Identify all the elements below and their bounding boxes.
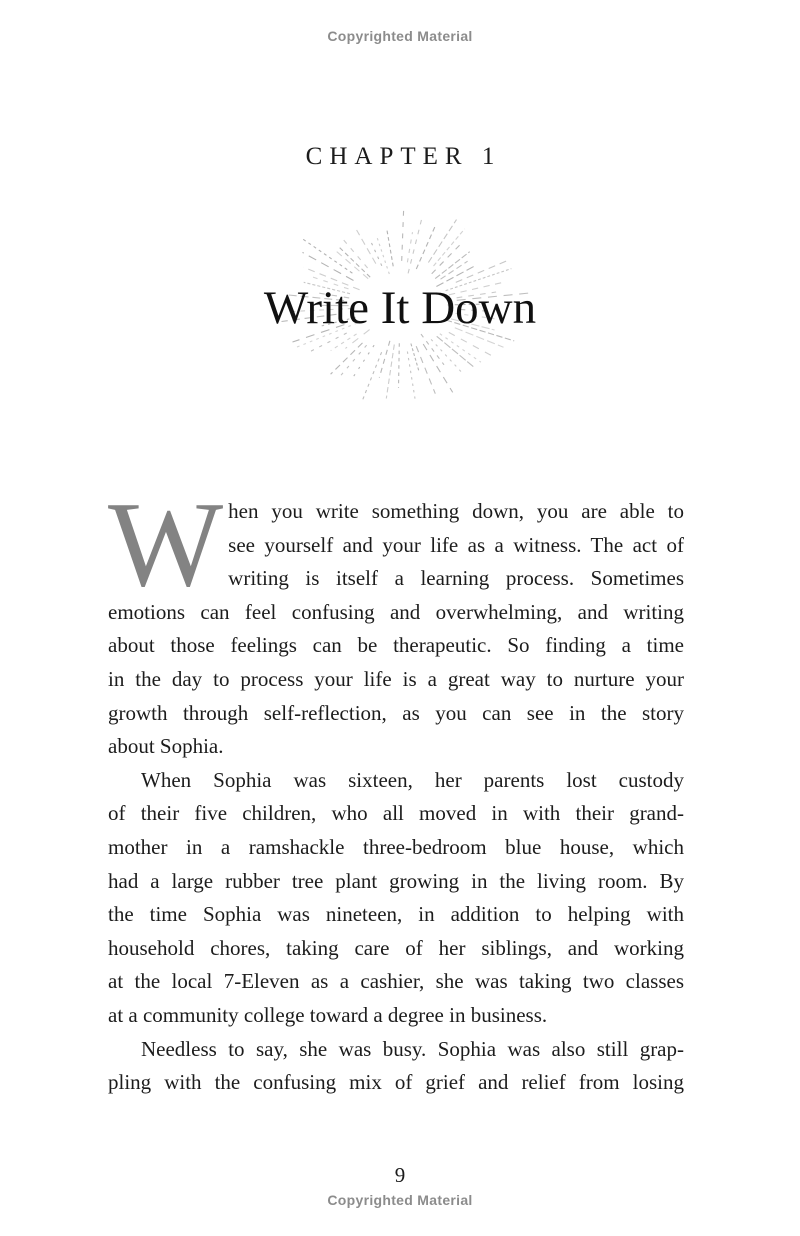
text-line: of their five children, who all moved in with their grand- <box>108 801 684 826</box>
text-line: household chores, taking care of her siblings, and working <box>108 935 684 960</box>
text-line: see yourself and your life as a witness. The act of <box>228 532 684 557</box>
text-line: about those feelings can be therapeutic. So finding a time <box>108 633 684 658</box>
text-line: hen you write something down, you are able to <box>228 499 684 523</box>
paragraph <box>108 477 684 764</box>
copyright-notice-top: Copyrighted Material <box>327 28 473 44</box>
text-line: about Sophia. <box>108 734 224 759</box>
text-line: at the local 7-Eleven as a cashier, she was taking two classes <box>108 969 684 994</box>
text-line: the time Sophia was nineteen, in addition to helping with <box>108 902 684 927</box>
text-line: emotions can feel confusing and overwhelming, and writing <box>108 599 684 624</box>
text-line: had a large rubber tree plant growing in the living room. By <box>108 868 684 893</box>
drop-cap: W <box>108 477 224 612</box>
body-text <box>108 477 684 1100</box>
paragraph <box>108 1033 684 1100</box>
text-line: at a community college toward a degree in business. <box>108 1002 548 1027</box>
text-line: pling with the confusing mix of grief and relief from losing <box>108 1070 684 1095</box>
text-line: writing is itself a learning process. Sometimes <box>228 566 684 591</box>
chapter-title: Write It Down <box>263 282 537 334</box>
chapter-heading: CHAPTER 1 <box>305 143 502 170</box>
text-line: Needless to say, she was busy. Sophia was also still grap- <box>141 1036 684 1061</box>
text-line: in the day to process your life is a great way to nurture your <box>108 666 684 691</box>
page-number: 9 <box>394 1163 406 1187</box>
text-line: When Sophia was sixteen, her parents lost custody <box>141 767 684 792</box>
text-line: mother in a ramshackle three-bedroom blue house, which <box>108 834 684 859</box>
paragraph <box>108 764 684 1033</box>
copyright-notice-bottom: Copyrighted Material <box>327 1192 473 1208</box>
text-line: growth through self-reflection, as you can see in the story <box>108 700 684 725</box>
